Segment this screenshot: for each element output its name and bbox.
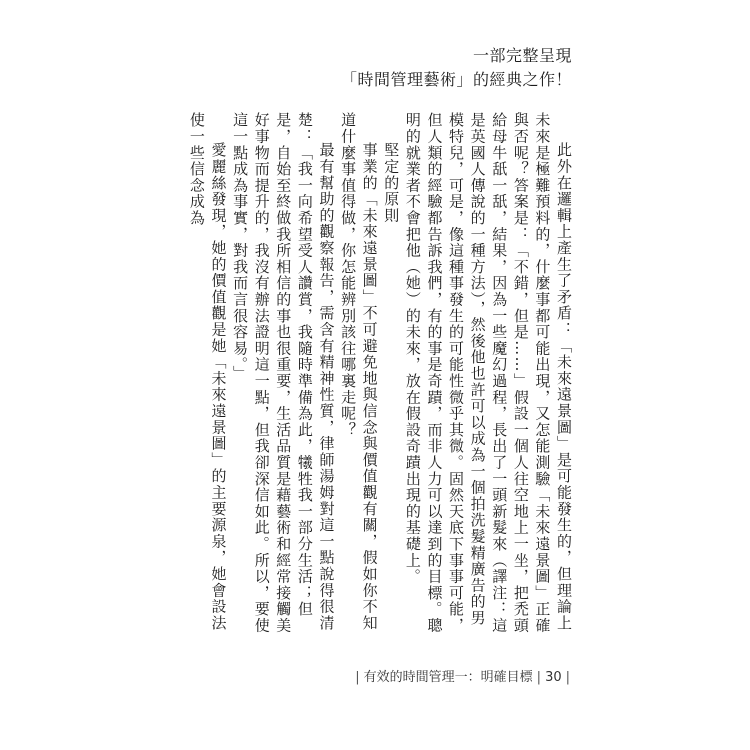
vertical-body-text — [176, 112, 574, 642]
footer-page-number: 30 — [545, 670, 562, 685]
footer-chapter-title: 有效的時間管理一：明確目標 — [363, 670, 533, 685]
section-subhead: 堅定的原則 — [382, 142, 401, 224]
header-line-1: 一部完整呈現 — [472, 46, 572, 65]
page-footer — [351, 668, 574, 688]
paragraph-3: 最有幫助的觀察報告，需含有精神性質，律師湯姆對這一點說得很清楚：「我一向希望受人讚賞，我隨時準備為此，犧牲我一部分生活；但是，自始至終做我所相信的事也很重要，生活品質是藉藝術和經常接觸美好事物而提升的，我沒有辦法證明這一點，但我卻深信如此。所以，要使這一點成為事實，對我而言很容易。」 — [231, 112, 336, 634]
paragraph-1: 此外在邏輯上產生了矛盾：「未來遠景圖」是可能發生的，但理論上未來是極難預料的，什麼事都可能出現，又怎能測驗「未來遠景圖」正確與否呢？答案是：「不錯，但是……」假設一個人往空地上一坐，把禿頭給母牛舐一舐，結果，因為一些魔幻過程，長出了一頭新髮來（譯注：這是英國人傳說的一種方法），然後他也許可以成為一個拍洗髮精廣告的男模特兒，可是，像這種事發生的可能性微乎其微。固然天底下事事可能，但人類的經驗都告訴我們，有的事是奇蹟，而非人力可以達到的目標。聰明的就業者不會把他（她）的未來，放在假設奇蹟出現的基礎上。 — [403, 112, 573, 634]
footer-divider-right: | — [565, 670, 570, 685]
paragraph-2: 事業的「未來遠景圖」不可避免地與信念與價值觀有關，假如你不知道什麼事值得做，你怎能辨別該往哪裏走呢？ — [339, 112, 379, 631]
paragraph-4: 愛麗絲發現，她的價值觀是她「未來遠景圖」的主要源泉，她會設法使一些信念成為 — [187, 112, 228, 631]
running-header — [341, 44, 572, 92]
footer-divider-middle: | — [536, 670, 542, 685]
header-line-2: 「時間管理藝術」的經典之作！ — [340, 70, 572, 89]
footer-divider-left: | — [355, 670, 360, 685]
